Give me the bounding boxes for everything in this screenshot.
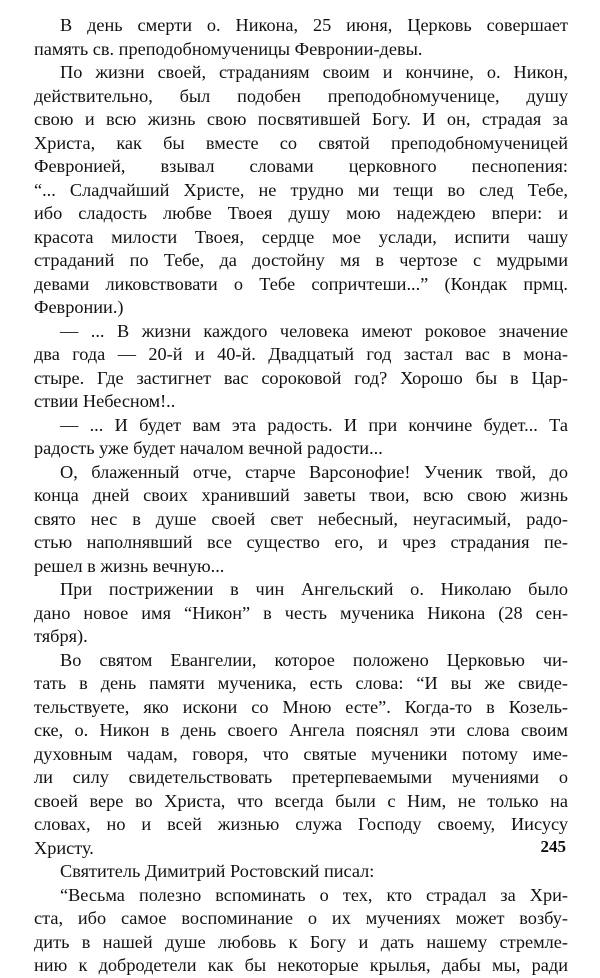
- text-line: дано новое имя “Никон” в честь мученика Никона (28 сен-: [34, 602, 568, 623]
- text-line: свою и всю жизнь свою посвятившей Богу. И он, страдая за: [34, 109, 568, 129]
- text-line: память св. преподобномученицы Февронии-девы.: [34, 38, 423, 59]
- page-number: 245: [540, 837, 566, 856]
- text-line: ибо сладость любве Твоея душу мою надеждею впери: и: [34, 203, 568, 223]
- text-line: — ... В жизни каждого человека имеют роковое значение: [60, 320, 568, 341]
- text-line: тября).: [34, 626, 88, 646]
- text-line: “Весьма полезно вспоминать о тех, кто страдал за Хри-: [60, 884, 568, 905]
- text-line: тельствуете, яко искони со Мною есте”. Когда-то в Козель-: [34, 696, 568, 717]
- text-line: тать в день памяти мученика, есть слова: “И вы же свиде-: [34, 673, 568, 693]
- text-line: свято нес в душе своей свет небесный, неугасимый, радо-: [34, 508, 568, 529]
- text-line: По жизни своей, страданиям своим и кончине, о. Никон,: [60, 62, 568, 82]
- text-line: радость уже будет началом вечной радости...: [34, 438, 383, 458]
- paragraph: [34, 414, 568, 461]
- text-line: духовным чадам, говоря, что святые мученики потому име-: [34, 743, 568, 764]
- text-line: Святитель Димитрий Ростовский писал:: [60, 861, 375, 881]
- paragraph: [34, 461, 568, 579]
- text-line: — ... И будет вам эта радость. И при кончине будет... Та: [60, 414, 568, 435]
- text-line: ствии Небесном!..: [34, 391, 176, 411]
- text-line: девами ликовствовати о Тебе сопричтеши...” (Кондак прмц.: [34, 273, 568, 294]
- text-line: О, блаженный отче, старче Варсонофие! Ученик твой, до: [60, 461, 568, 482]
- text-line: нию к добродетели как бы некоторые крылья, дабы мы, ради: [34, 955, 568, 975]
- text-line: При пострижении в чин Ангельский о. Николаю было: [60, 579, 568, 599]
- text-line: словах, но и всей жизнью служа Господу своему, Иисусу: [34, 814, 568, 834]
- text-line: действительно, был подобен преподобномученице, душу: [34, 85, 568, 106]
- text-line: стью наполнявший все существо его, и чрез страдания пе-: [34, 532, 568, 552]
- text-line: Христа, как бы вместе со святой преподобномученицей: [34, 132, 568, 153]
- text-line: решел в жизнь вечную...: [34, 555, 225, 576]
- text-line: дить в нашей душе любовь к Богу и дать нашему стремле-: [34, 931, 568, 952]
- text-line: Февронией, взывал словами церковного песнопения:: [34, 156, 568, 176]
- paragraph: [34, 884, 568, 978]
- text-line: “... Сладчайший Христе, не трудно ми тещи во след Тебе,: [34, 179, 568, 200]
- text-line: ли силу свидетельствовать претерпеваемыми мучениями о: [34, 767, 568, 787]
- paragraph: [34, 649, 568, 861]
- text-line: страданий по Тебе, да достойну мя в чертозе с мудрыми: [34, 250, 568, 270]
- paragraph: [34, 320, 568, 414]
- text-line: два года — 20-й и 40-й. Двадцатый год застал вас в мона-: [34, 344, 568, 364]
- text-line: конца дней своих хранивший заветы твои, всю свою жизнь: [34, 485, 568, 505]
- text-line: Февронии.): [34, 297, 124, 317]
- page-text: [34, 14, 568, 978]
- text-line: Во святом Евангелии, которое положено Церковью чи-: [60, 649, 568, 670]
- text-line: своей вере во Христа, что всегда были с Ним, не только на: [34, 790, 568, 811]
- paragraph: [34, 61, 568, 320]
- text-line: стыре. Где застигнет вас сороковой год? Хорошо бы в Цар-: [34, 367, 568, 388]
- paragraph: [34, 14, 568, 61]
- paragraph: [34, 578, 568, 649]
- text-line: ста, ибо самое воспоминание о их мучениях может возбу-: [34, 908, 568, 928]
- text-line: В день смерти о. Никона, 25 июня, Церковь совершает: [60, 15, 568, 35]
- text-line: красота милости Твоея, сердце мое услади, испити чашу: [34, 226, 568, 247]
- paragraph: [34, 860, 568, 884]
- text-line: ске, о. Никон в день своего Ангела пояснял эти слова своим: [34, 720, 568, 740]
- text-line: Христу.: [34, 837, 94, 858]
